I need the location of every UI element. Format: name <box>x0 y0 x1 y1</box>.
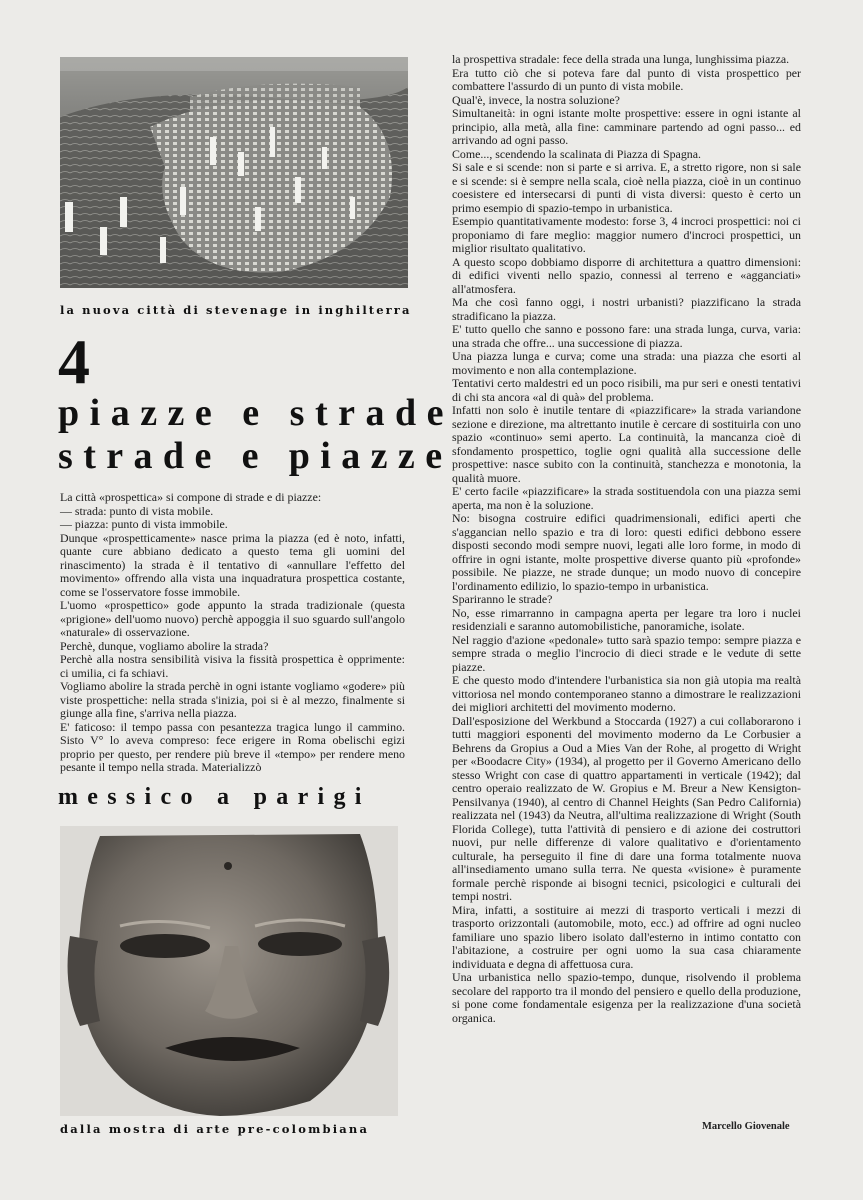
mask-photo <box>60 826 398 1116</box>
author-signature: Marcello Giovenale <box>702 1121 790 1132</box>
stevenage-model-photo <box>60 57 408 288</box>
paragraph: — piazza: punto di vista immobile. <box>60 517 228 531</box>
left-column-text <box>60 491 405 775</box>
bottom-photo-caption: dalla mostra di arte pre-colombiana <box>60 1122 370 1136</box>
paragraph: Esempio quantitativamente modesto: forse 3, 4 incroci prospettici: noi ci proponiamo di fare meglio: maggior numero d'incroci prospettici, un miglior risultato qualitativo. <box>452 214 801 255</box>
paragraph: Era tutto ciò che si poteva fare dal punto di vista prospettico per combattere l'assurdo di un punto di vista mobile. <box>452 65 801 93</box>
paragraph: Mira, infatti, a sostituire ai mezzi di trasporto verticali i mezzi di trasporto orizzontali (automobile, moto, ecc.) ad offrire ad ogni nucleo familiare uno spazio libero isolato dall'esterno in intimo contatto con l'abitazione, a costruire per ogni uomo la sua casa chiaramente individuata e degna di affettuosa cura. <box>452 902 801 971</box>
paragraph: Nel raggio d'azione «pedonale» tutto sarà spazio tempo: sempre piazza e sempre strada o meglio l'incrocio di dieci strade e le vedute di sette piazze. <box>452 632 801 674</box>
paragraph: Qual'è, invece, la nostra soluzione? <box>452 92 620 107</box>
top-photo-caption: la nuova città di stevenage in inghilterra <box>60 303 412 317</box>
paragraph: Perchè, dunque, vogliamo abolire la strada? <box>60 638 269 653</box>
paragraph: Vogliamo abolire la strada perchè in ogni istante vogliamo «godere» più viste prospettiche: nella strada s'inizia, poi si è al mezzo, finalmente si giunge alla fine, s'arriva nella piazza. <box>60 679 405 720</box>
paragraph: Dunque «prospetticamente» nasce prima la piazza (ed è noto, infatti, quante cure abbiano dedicato a questo tema gli uomini del rinascimento) la strada è il tentativo di «annullare l'effetto del movimento» offrendo alla vista una inquadratura prospettica costante, come se l'osservatore fosse immobile. <box>60 530 405 599</box>
paragraph: Infatti non solo è inutile tentare di «piazzificare» la strada variandone sezione e direzione, ma altrettanto inutile è cercare di sostituirla con uno spazio «continuo» semi aperto. La continuità, la mancanza cioè di sfondamento prospettico, toglie ogni qualità alla successione delle prospettive: nasce subito con la continuità, stanchezza e monotonia, la qualità muore. <box>452 403 801 485</box>
paragraph: Una piazza lunga e curva; come una strada: una piazza che esorti al movimento e non alla contemplazione. <box>452 349 801 377</box>
paragraph: E' tutto quello che sanno e possono fare: una strada lunga, curva, varia: una strada che offre... una successione di piazza. <box>452 322 801 350</box>
paragraph: la prospettiva stradale: fece della strada una lunga, lunghissima piazza. <box>452 52 790 66</box>
paragraph: E' certo facile «piazzificare» la strada sostituendola con una piazza semi aperta, ma non è la soluzione. <box>452 484 801 512</box>
paragraph: La città «prospettica» si compone di strade e di piazze: <box>60 490 322 504</box>
paragraph: Spariranno le strade? <box>452 592 553 606</box>
paragraph: Una urbanistica nello spazio-tempo, dunque, risolvendo il problema secolare del rapporto tra il mondo del pensiero e quello della produzione, si pone come fondamentale esigenza per la realizzazione d'una società organica. <box>452 970 801 1025</box>
title-line-1: piazze e strade <box>58 392 454 434</box>
paragraph: Ma che così fanno oggi, i nostri urbanisti? piazzificano la strada stradificano la piazza. <box>452 295 801 323</box>
city-model-image <box>60 57 408 288</box>
paragraph: E che questo modo d'intendere l'urbanistica sia non già utopia ma realtà vittoriosa nel mondo contemporaneo stanno a dimostrare le realizzazioni dei migliori architetti del movimento moderno. <box>452 673 801 714</box>
paragraph: Come..., scendendo la scalinata di Piazza di Spagna. <box>452 146 701 161</box>
paragraph: Perchè alla nostra sensibilità visiva la fissità prospettica è opprimente: ci umilia, ci fa schiavi. <box>60 652 405 680</box>
paragraph: Tentativi certo maldestri ed un poco risibili, ma pur seri e onesti tentativi di chi sta ancora «al di quà» del problema. <box>452 376 801 404</box>
right-column-text <box>452 53 801 1025</box>
stone-mask-image <box>60 826 398 1116</box>
issue-number: 4 <box>58 326 90 397</box>
title-line-2: strade e piazze <box>58 435 453 477</box>
paragraph: L'uomo «prospettico» gode appunto la strada tradizionale (questa «prigione» dell'uomo nuovo) perchè appoggia il suo sguardo sull'angolo «naturale» di osservazione. <box>60 598 405 639</box>
paragraph: Simultaneità: in ogni istante molte prospettive: essere in ogni istante al principio, alla metà, alla fine: camminare partendo ad ogni passo... ed arrivando ad ogni passo. <box>452 106 801 147</box>
paragraph: Si sale e si scende: non si parte e si arriva. E, a stretto rigore, non si sale e si scende: si è sempre nella scala, cioè nella piazza, cioè in un continuo coesistere ed intersecarsi di punti di vista diversi: questo è certo un primo esempio di spazio-tempo in urbanistica. <box>452 160 801 215</box>
section-subtitle: messico a parigi <box>58 784 371 810</box>
paragraph: E' faticoso: il tempo passa con pesantezza tragica lungo il cammino. Sisto V° lo aveva compreso: fece erigere in Roma obelischi egizi proprio per questo, per rendere più breve il «tempo» per rendere meno pesante il tempo nella strada. Materializzò <box>60 719 405 774</box>
paragraph: No: bisogna costruire edifici quadrimensionali, edifici aperti che s'aggancian nello spazio e tra di loro: questi edifici debbono essere disposti secondo modi sempre nuovi, legati alle loro forme, in modo di offrire in ogni istante, molte prospettive diverse quanto più «profonde» possibile. Ne piazze, ne strade dunque; un modo nuovo di concepire l'ordinamento edilizio, lo spazio-tempo in urbanistica. <box>452 511 801 593</box>
paragraph: Dall'esposizione del Werkbund a Stoccarda (1927) a cui collaborarono i tutti maggiori esponenti del movimento moderno da Le Corbusier a Behrens da Gropius a Oud a Mies Van der Rohe, al progetto di Wright per «Boodacre City» (1934), al progetto per il Governo Americano dello stesso Wright con case di quattro appartamenti in verticale (1942); dal centro operaio realizzato de W. Gropius e M. Breur a New Kensigton-Pensilvanya (1940), al centro di Channel Heights (San Pedro California) realizzata nel (1943) da Neutra, all'ultima realizzazione di Wright (South Florida College), tutta l'attività di pensiero e di azione dei costruttori nuovi, pur nelle differenze di valore qualitativo e d'orientamento culturale, ha perseguito il fine di dare una forma totalmente nuova all'insediamento umano sulla terra. Ne questa «visione» è puramente formale perchè risponde ai bisogni tecnici, psicologici e culturali dei tempi nostri. <box>452 713 801 903</box>
paragraph: — strada: punto di vista mobile. <box>60 503 214 518</box>
paragraph: No, esse rimarranno in campagna aperta per legare tra loro i nuclei residenziali e saranno automobilistiche, panoramiche, isolate. <box>452 605 801 633</box>
paragraph: A questo scopo dobbiamo disporre di architettura a quattro dimensioni: di edifici viventi nello spazio, connessi al terreno e «agganciati» all'atmosfera. <box>452 254 801 296</box>
